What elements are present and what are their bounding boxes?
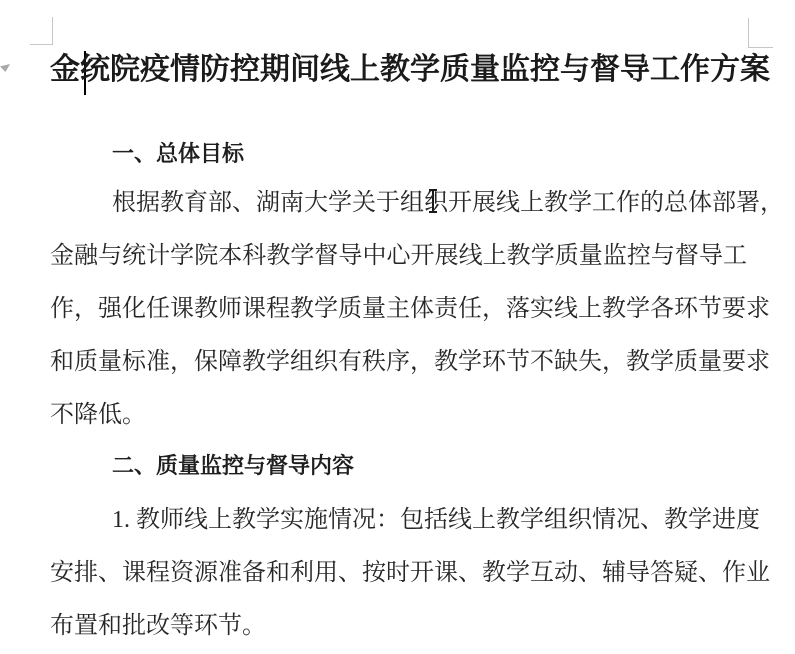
text-line[interactable]: 和质量标准，保障教学组织有秩序，教学环节不缺失，教学质量要求 [50, 349, 770, 375]
text-line[interactable]: 1. 教师线上教学实施情况：包括线上教学组织情况、教学进度 [112, 507, 760, 533]
section-1-heading[interactable]: 一、总体目标 [112, 141, 245, 166]
text-line[interactable]: 根据教育部、湖南大学关于组织开展线上教学工作的总体部署， [112, 190, 784, 216]
text-line[interactable]: 布置和批改等环节。 [50, 613, 266, 639]
document-title[interactable]: 金统院疫情防控期间线上教学质量监控与督导工作方案 [50, 53, 770, 86]
outline-collapse-arrow-icon [0, 64, 10, 72]
paragraph-1 [50, 177, 784, 442]
text-line[interactable]: 金融与统计学院本科教学督导中心开展线上教学质量监控与督导工 [50, 243, 747, 269]
text-line[interactable]: 作，强化任课教师课程教学质量主体责任，落实线上教学各环节要求 [50, 296, 770, 322]
margin-crop-mark-top-left-icon [30, 17, 53, 45]
text-line[interactable]: 不降低。 [50, 402, 146, 428]
text-line[interactable]: 安排、课程资源准备和利用、按时开课、教学互动、辅导答疑、作业 [50, 560, 770, 586]
margin-crop-mark-top-right-icon [748, 18, 773, 48]
paragraph-2 [50, 494, 770, 653]
section-2-heading[interactable]: 二、质量监控与督导内容 [112, 453, 355, 478]
